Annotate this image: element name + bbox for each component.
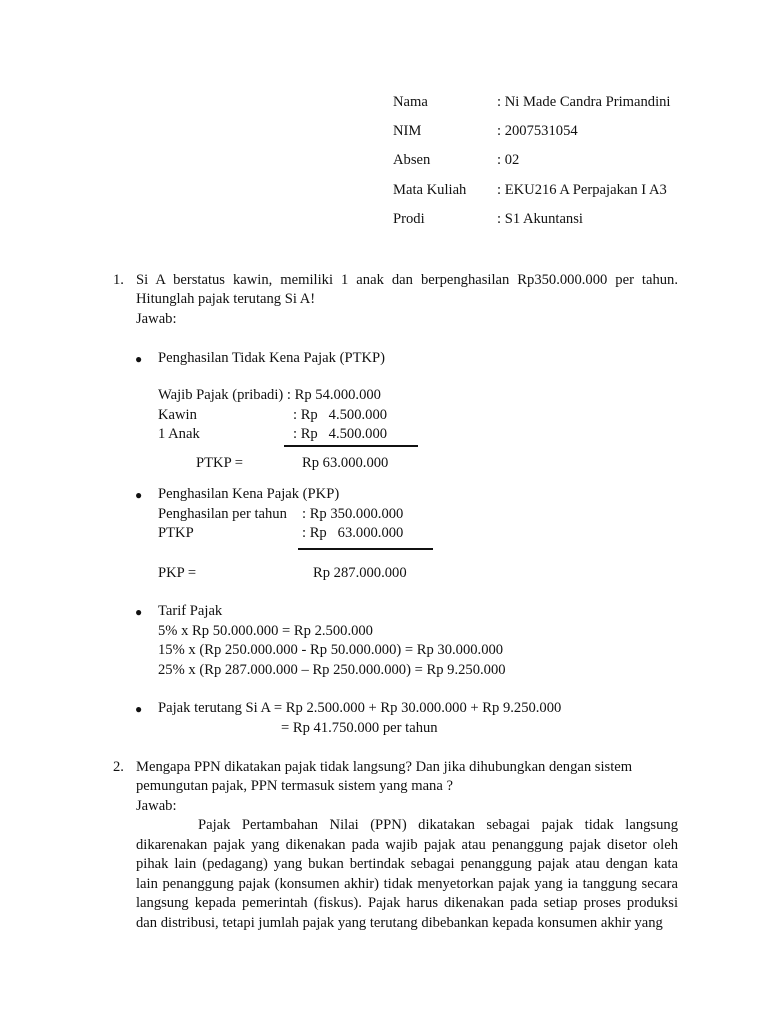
prodi-value: : S1 Akuntansi bbox=[497, 211, 583, 227]
answer-text: Pajak Pertambahan Nilai (PPN) dikatakan sebagai pajak tidak langsung dikarenakan pajak yang dikenakan pada wajib pajak atau penanggung pajak disetor oleh pihak lain (pedagang) yang bukan bertindak sebagai penanggung pajak atau dengan kata lain penanggung pajak (konsumen akhir) tidak menyetorkan pajak yang ia tanggung secara langsung kepada pemerintah (fiskus). Pajak harus dikenakan pada setiap proses produksi dan distribusi, tetapi jumlah pajak yang terutang dibebankan kepada konsumen akhir yang bbox=[136, 817, 678, 931]
nim-label: NIM bbox=[393, 123, 422, 139]
bullet-icon: ● bbox=[135, 352, 143, 366]
bullet-icon: ● bbox=[135, 605, 143, 619]
answer-label: Jawab: bbox=[136, 310, 177, 327]
ptkp-row-label: 1 Anak bbox=[158, 426, 200, 442]
tarif-line: 25% x (Rp 287.000.000 – Rp 250.000.000) = Rp 9.250.000 bbox=[158, 662, 506, 678]
ptkp-total-value: Rp 63.000.000 bbox=[302, 455, 389, 471]
tarif-heading: Tarif Pajak bbox=[158, 603, 223, 619]
answer-label: Jawab: bbox=[136, 797, 177, 814]
answer-paragraph bbox=[136, 816, 678, 934]
question-number: 2. bbox=[113, 759, 124, 775]
pkp-heading: Penghasilan Kena Pajak (PKP) bbox=[158, 486, 340, 502]
ptkp-row-label: Kawin bbox=[158, 407, 197, 423]
question-line: pemungutan pajak, PPN termasuk sistem yang mana ? bbox=[136, 778, 453, 795]
question-text bbox=[136, 758, 678, 816]
pkp-row-value: : Rp 350.000.000 bbox=[302, 506, 404, 522]
ptkp-total-label: PTKP = bbox=[196, 455, 244, 471]
pkp-total-label: PKP = bbox=[158, 565, 197, 581]
name-label: Nama bbox=[393, 94, 428, 110]
absen-value: : 02 bbox=[497, 152, 520, 168]
absen-label: Absen bbox=[393, 152, 431, 168]
question-line: Hitunglah pajak terutang Si A! bbox=[136, 291, 316, 308]
terutang-line: Pajak terutang Si A = Rp 2.500.000 + Rp 30.000.000 + Rp 9.250.000 bbox=[158, 700, 562, 716]
sum-divider bbox=[284, 445, 418, 447]
ptkp-row-value: : Rp 4.500.000 bbox=[293, 407, 388, 423]
pkp-total-value: Rp 287.000.000 bbox=[313, 565, 407, 581]
course-label: Mata Kuliah bbox=[393, 182, 467, 198]
pkp-row-label: Penghasilan per tahun bbox=[158, 506, 287, 522]
sum-divider bbox=[298, 548, 433, 550]
question-line: Mengapa PPN dikatakan pajak tidak langsung? Dan jika dihubungkan dengan sistem bbox=[136, 759, 633, 775]
pkp-row-value: : Rp 63.000.000 bbox=[302, 525, 404, 541]
tarif-line: 5% x Rp 50.000.000 = Rp 2.500.000 bbox=[158, 623, 373, 639]
ptkp-row-value: : Rp 4.500.000 bbox=[293, 426, 388, 442]
question-line: Si A berstatus kawin, memiliki 1 anak dan berpenghasilan Rp350.000.000 per tahun. bbox=[136, 272, 678, 288]
course-value: : EKU216 A Perpajakan I A3 bbox=[497, 182, 667, 198]
terutang-result: = Rp 41.750.000 per tahun bbox=[281, 720, 438, 736]
name-value: : Ni Made Candra Primandini bbox=[497, 94, 671, 110]
bullet-icon: ● bbox=[135, 702, 143, 716]
pkp-row-label: PTKP bbox=[158, 525, 194, 541]
nim-value: : 2007531054 bbox=[497, 123, 578, 139]
bullet-icon: ● bbox=[135, 488, 143, 502]
question-number: 1. bbox=[113, 272, 124, 288]
ptkp-row: Wajib Pajak (pribadi) : Rp 54.000.000 bbox=[158, 387, 381, 403]
question-text bbox=[136, 271, 678, 329]
prodi-label: Prodi bbox=[393, 211, 425, 227]
tarif-line: 15% x (Rp 250.000.000 - Rp 50.000.000) = Rp 30.000.000 bbox=[158, 642, 504, 658]
ptkp-heading: Penghasilan Tidak Kena Pajak (PTKP) bbox=[158, 350, 386, 366]
